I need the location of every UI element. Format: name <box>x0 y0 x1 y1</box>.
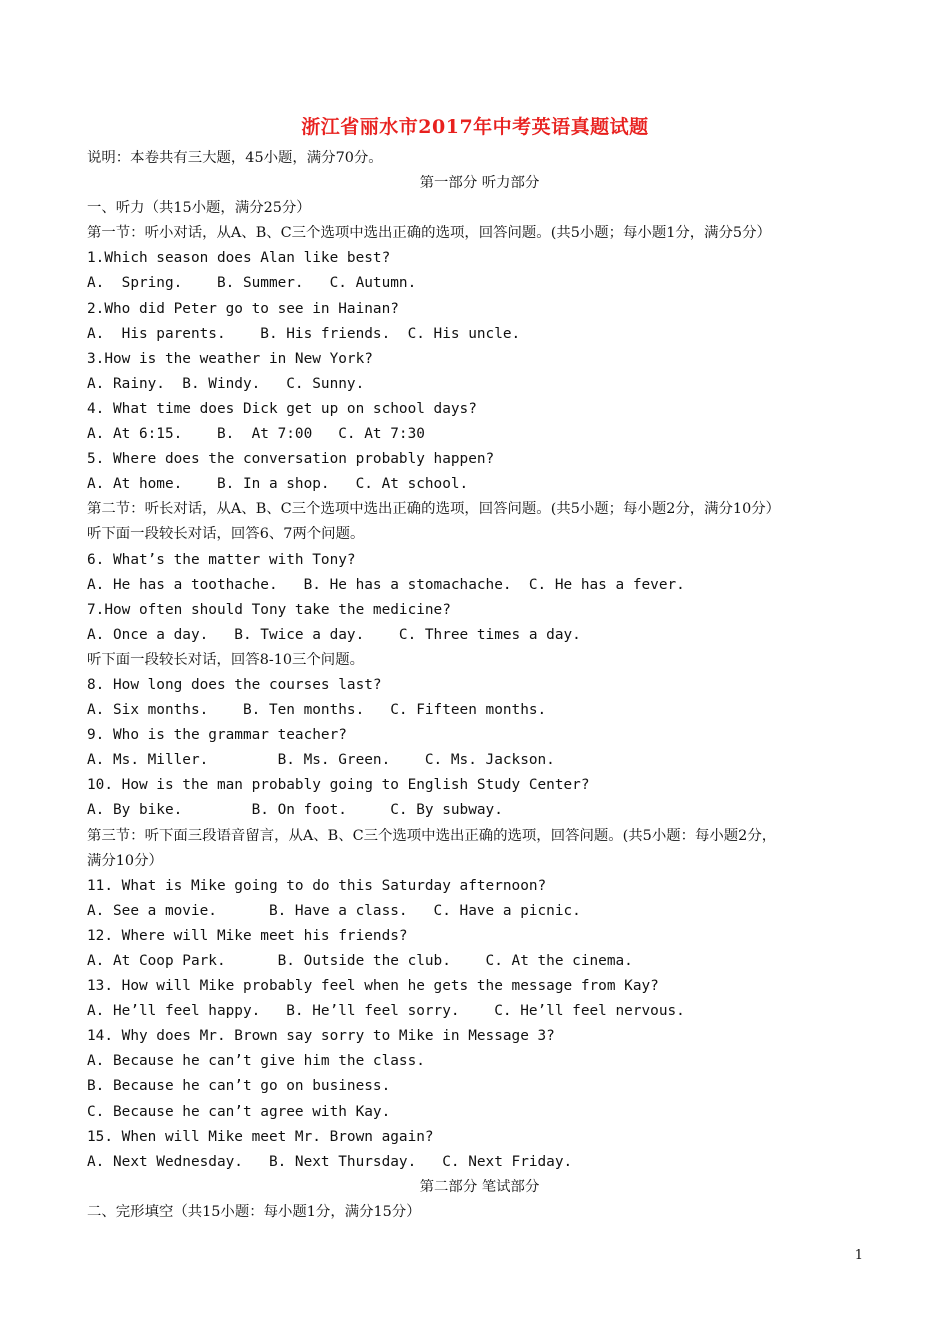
text-line: A. At Coop Park. B. Outside the club. C. At the cinema. <box>87 953 633 969</box>
text-line: A. See a movie. B. Have a class. C. Have a picnic. <box>87 902 581 919</box>
text-line: A. He’ll feel happy. B. He’ll feel sorry. C. He’ll feel nervous. <box>87 1003 685 1020</box>
text-line: 6. What’s the matter with Tony? <box>87 551 356 568</box>
text-line: 第一部分 听力部分 <box>419 175 540 192</box>
text-line: A. Rainy. B. Windy. C. Sunny. <box>87 375 365 392</box>
text-line: A. He has a toothache. B. He has a stomachache. C. He has a fever. <box>87 576 685 593</box>
text-line: 第二节：听长对话，从A、B、C三个选项中选出正确的选项，回答问题。(共5小题；每小题2分，满分10分） <box>87 501 781 518</box>
text-line: A. At home. B. In a shop. C. At school. <box>87 476 469 493</box>
text-line: A. Ms. Miller. B. Ms. Green. C. Ms. Jackson. <box>87 752 555 769</box>
text-line: 第二部分 笔试部分 <box>419 1178 540 1195</box>
text-line: 15. When will Mike meet Mr. Brown again? <box>87 1128 434 1145</box>
text-line: A. At 6:15. B. At 7:00 C. At 7:30 <box>87 426 425 443</box>
document-title: 浙江省丽水市2017年中考英语真题试题 <box>301 116 649 138</box>
text-line: 第三节：听下面三段语音留言，从A、B、C三个选项中选出正确的选项，回答问题。(共5小题：每小题2分， <box>87 827 777 844</box>
text-line: 一、听力（共15小题，满分25分） <box>87 200 311 217</box>
text-line: 二、完形填空（共15小题：每小题1分，满分15分） <box>87 1203 421 1220</box>
text-line: C. Because he can’t agree with Kay. <box>87 1103 391 1120</box>
text-line: 满分10分） <box>87 852 163 869</box>
text-line: 10. How is the man probably going to English Study Center? <box>87 777 590 794</box>
text-line: B. Because he can’t go on business. <box>87 1078 391 1095</box>
text-line: A. Next Wednesday. B. Next Thursday. C. Next Friday. <box>87 1153 573 1170</box>
text-line: A. Once a day. B. Twice a day. C. Three times a day. <box>87 626 581 643</box>
text-line: 1.Which season does Alan like best? <box>87 250 391 267</box>
text-line: A. His parents. B. His friends. C. His uncle. <box>87 325 521 342</box>
text-line: A. Six months. B. Ten months. C. Fifteen months. <box>87 702 547 719</box>
text-line: 14. Why does Mr. Brown say sorry to Mike in Message 3? <box>87 1028 555 1045</box>
text-line: 说明：本卷共有三大题，45小题，满分70分。 <box>87 150 383 166</box>
document-body <box>87 146 872 1225</box>
text-line: 9. Who is the grammar teacher? <box>87 727 347 744</box>
text-line: 2.Who did Peter go to see in Hainan? <box>87 300 399 317</box>
text-line: 7.How often should Tony take the medicine? <box>87 601 451 618</box>
text-line: 11. What is Mike going to do this Saturday afternoon? <box>87 877 547 894</box>
text-line: 听下面一段较长对话，回答8-10三个问题。 <box>87 651 364 668</box>
text-line: A. Because he can’t give him the class. <box>87 1053 425 1070</box>
text-line: 5. Where does the conversation probably happen? <box>87 451 495 468</box>
text-line: 12. Where will Mike meet his friends? <box>87 927 408 944</box>
text-line: 8. How long does the courses last? <box>87 676 382 693</box>
text-line: 听下面一段较长对话，回答6、7两个问题。 <box>87 526 365 543</box>
text-line: 3.How is the weather in New York? <box>87 350 373 367</box>
page-number: 1 <box>854 1248 863 1263</box>
text-line: 13. How will Mike probably feel when he gets the message from Kay? <box>87 978 659 995</box>
text-line: 第一节：听小对话，从A、B、C三个选项中选出正确的选项，回答问题。(共5小题；每小题1分，满分5分） <box>87 225 771 242</box>
text-line: 4. What time does Dick get up on school days? <box>87 400 477 417</box>
text-line: A. Spring. B. Summer. C. Autumn. <box>87 275 417 292</box>
text-line: A. By bike. B. On foot. C. By subway. <box>87 802 503 819</box>
